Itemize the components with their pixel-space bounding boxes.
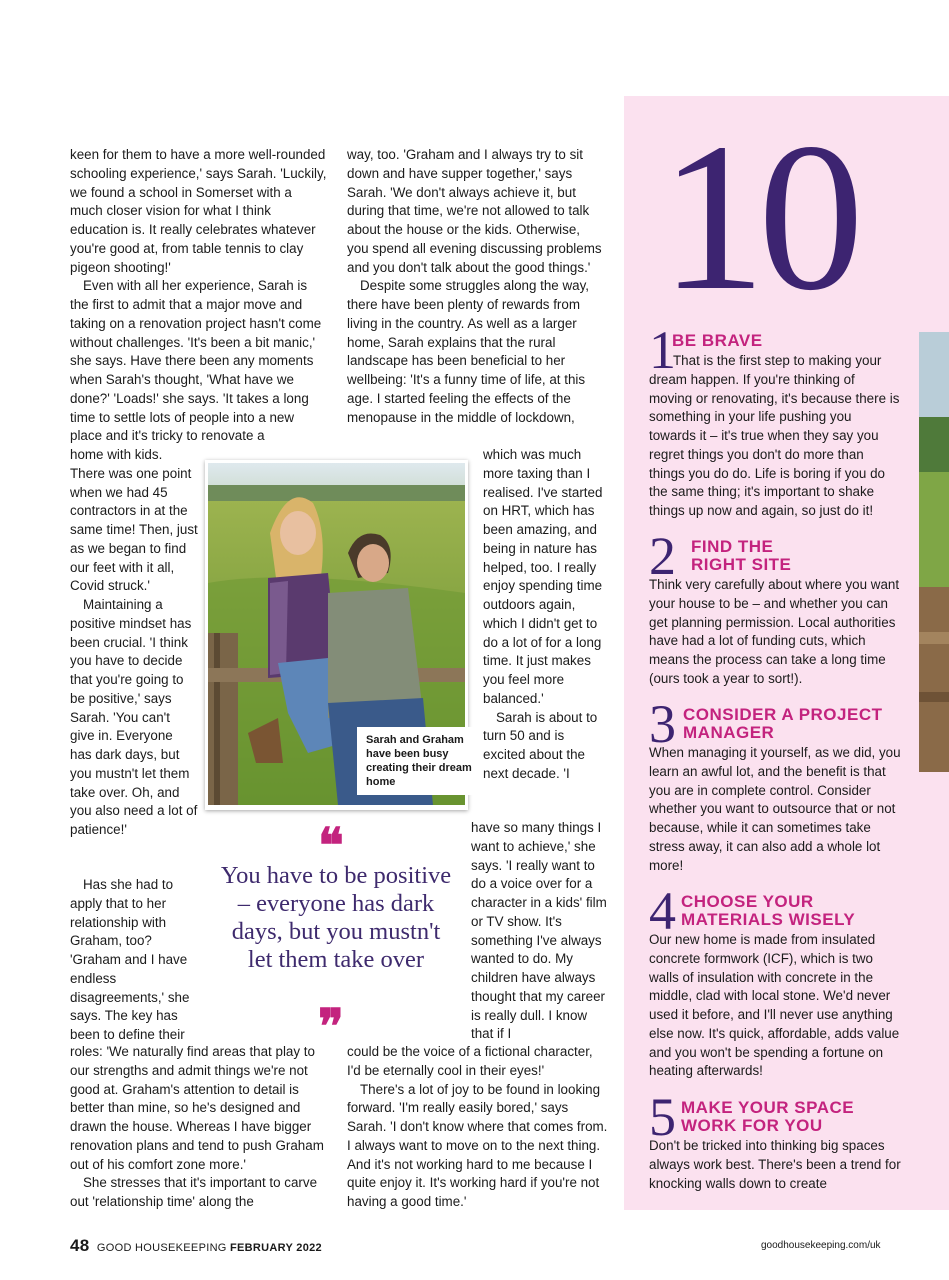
tip-number: 3 (649, 694, 676, 754)
photo-caption: Sarah and Graham have been busy creating their dream home (357, 727, 480, 795)
tip-number: 1 (649, 320, 676, 380)
article-column-1-wrap (70, 446, 198, 840)
tip-title: CHOOSE YOUR MATERIALS WISELY (681, 892, 856, 929)
close-quote-icon: ❞ (318, 999, 344, 1055)
landscape-illustration (919, 332, 949, 772)
paragraph: have so many things I want to achieve,' she says. 'I really want to do a voice over for a character in a kids' film or TV show. It's something I've always wanted to do. My children have always thought that my career is really dull. I know that if I (471, 820, 607, 1042)
pull-quote: You have to be positive – everyone has dark days, but you mustn't let them take over (220, 862, 452, 973)
paragraph: way, too. 'Graham and I always try to sit down and have supper together,' says Sarah. 'We don't always achieve it, but during that time, we're not allowed to talk about the house or the kids. Otherwise, you spend all evening discussing problems and you don't talk about the good things.' (347, 147, 602, 275)
article-column-1-bottom (70, 1043, 332, 1212)
paragraph: She stresses that it's important to carve out 'relationship time' along the (70, 1175, 318, 1209)
sidebar-big-number: 10 (660, 99, 856, 334)
issue-date: FEBRUARY 2022 (230, 1242, 322, 1254)
page-footer (70, 1236, 322, 1256)
tip-title: CONSIDER A PROJECT MANAGER (683, 705, 883, 742)
tip-body: That is the first step to making your dream happen. If you're thinking of moving or renovating, it's because there is something in your life pushing you towards it – it's true when they say you regret things you don't do more than things you do do. Life is boring if you do the same thing; it's important to shake things up now and again, so just do it! (649, 353, 900, 518)
magazine-name: GOOD HOUSEKEEPING (96, 1242, 227, 1254)
cropped-landscape-photo (919, 332, 949, 772)
tip-number: 5 (649, 1087, 676, 1147)
tip-title: BE BRAVE (672, 331, 763, 350)
tip-title: MAKE YOUR SPACE WORK FOR YOU (681, 1098, 855, 1135)
article-column-2-bottom (347, 1043, 609, 1212)
paragraph: home with kids. There was one point when we had 45 contractors in at the same time! Then, just as we began to find our feet with it all, Covid struck.' (70, 447, 198, 594)
page-number: 48 (70, 1236, 90, 1255)
paragraph: Maintaining a positive mindset has been crucial. 'I think you have to decide that you're going to be positive,' says Sarah. 'You can't give in. Everyone has dark days, but you mustn't let them take over. Oh, and you also need a lot of patience!' (70, 597, 198, 837)
footer-url: goodhousekeeping.com/uk (761, 1240, 881, 1251)
tip-body: Our new home is made from insulated concrete formwork (ICF), which is two walls of insulation with concrete in the middle, clad with local stone. We'd never used it before, and I'll never use anything else now. It's quick, affordable, adds value and you won't be spending a fortune on heating afterwards! (649, 932, 900, 1079)
open-quote-icon: ❝ (318, 818, 344, 874)
article-column-2-top (347, 146, 605, 427)
tip-title: FIND THE RIGHT SITE (691, 537, 792, 574)
article-column-2-wrap-lower (471, 819, 608, 1044)
paragraph: Sarah is about to turn 50 and is excited about the next decade. 'I (483, 709, 598, 781)
article-column-1-wrap-lower (70, 876, 198, 1045)
paragraph: keen for them to have a more well-rounded schooling experience,' says Sarah. 'Luckily, we found a school in Somerset with a much closer vision for what I think education is. It really celebrates whatever you're good at, from table tennis to clay pigeon shooting!' (70, 147, 327, 275)
paragraph: There's a lot of joy to be found in looking forward. 'I'm really easily bored,' says Sarah. 'I don't know where that comes from. I always want to move on to the next thing. And it's not working hard to me because I quite enjoy it. It's working hard if you're not having a good time.' (347, 1081, 608, 1209)
paragraph: Despite some struggles along the way, there have been plenty of rewards from living in the country. As well as a larger home, Sarah explains that the rural landscape has been beneficial to her wellbeing: 'It's a funny time of life, at this age. I started feeling the effects of the menopause in the middle of lockdown, (347, 278, 590, 425)
tip-number: 2 (649, 526, 676, 586)
article-column-1-top (70, 146, 328, 446)
tip-body: Think very carefully about where you want your house to be – and whether you can get planning permission. Local authorities have had a lot of funding cuts, which means the process can take a long time (ours took a year to sort!). (649, 577, 900, 686)
tip-body: When managing it yourself, as we did, you learn an awful lot, and the benefit is that you are in complete control. Consider whether you want to outsource that or not because, while it can sometimes take stress away, it can also add a whole lot more! (649, 745, 901, 873)
paragraph: Even with all her experience, Sarah is the first to admit that a major move and taking on a renovation project hasn't come without challenges. 'It's been a bit manic,' she says. Have there been any moments when Sarah's thought, 'What have we done?' 'Loads!' she says. 'It takes a long time to settle lots of people into a new place and it's tricky to renovate a (70, 278, 322, 444)
paragraph: which was much more taxing than I realised. I've started on HRT, which has been amazing, and being in nature has helped, too. I really enjoy spending time outdoors again, which I didn't get to do a lot of for a long time. It just makes you feel more balanced.' (483, 447, 603, 706)
article-column-2-wrap (483, 446, 608, 784)
tip-number: 4 (649, 881, 676, 941)
paragraph: roles: 'We naturally find areas that play to our strengths and admit things we're not good at. Graham's attention to detail is better than mine, so he's designed and drawn the house. Whereas I have bigger renovation plans and tend to push Graham out of his comfort zone more.' (70, 1044, 324, 1172)
paragraph: could be the voice of a fictional character, I'd be eternally cool in their eyes!' (347, 1044, 593, 1078)
paragraph: Has she had to apply that to her relationship with Graham, too? 'Graham and I have endless disagreements,' she says. The key has been to define their (70, 877, 190, 1042)
tip-body: Don't be tricked into thinking big spaces always work best. There's been a trend for knocking walls down to create (649, 1138, 901, 1191)
